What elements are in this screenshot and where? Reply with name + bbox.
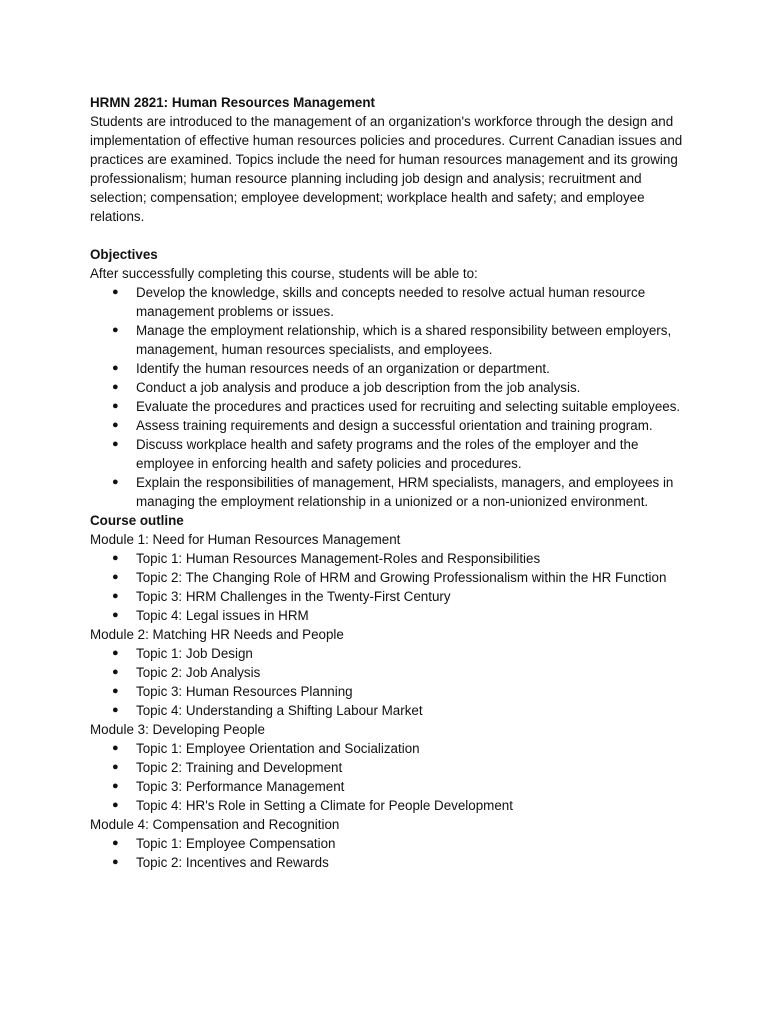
objectives-heading: Objectives: [90, 247, 158, 262]
bullet-icon: ●: [112, 609, 119, 621]
objectives-intro: After successfully completing this course, students will be able to:: [90, 266, 478, 281]
objective-text: Identify the human resources needs of an organization or department.: [136, 361, 550, 376]
topic-text: Topic 3: Human Resources Planning: [136, 684, 353, 699]
bullet-icon: ●: [112, 704, 119, 716]
objective-item: [90, 378, 690, 397]
bullet-icon: ●: [112, 362, 119, 374]
topic-item: [90, 663, 690, 682]
objective-text: Evaluate the procedures and practices used for recruiting and selecting suitable employees.: [136, 399, 681, 414]
module-topics: [90, 834, 690, 872]
bullet-icon: ●: [112, 381, 119, 393]
objective-text: Conduct a job analysis and produce a job description from the job analysis.: [136, 380, 581, 395]
topic-text: Topic 2: Incentives and Rewards: [136, 855, 329, 870]
bullet-icon: ●: [112, 476, 119, 488]
bullet-icon: ●: [112, 552, 119, 564]
topic-item: [90, 739, 690, 758]
document-content: [90, 93, 690, 872]
spacer: [90, 226, 690, 245]
objective-text: Assess training requirements and design a successful orientation and training program.: [136, 418, 653, 433]
objective-text: Explain the responsibilities of management, HRM specialists, managers, and employees in managing the employment relationship in a unionized or a non-unionized environment.: [136, 475, 674, 509]
topic-item: [90, 568, 690, 587]
module-title: Module 1: Need for Human Resources Management: [90, 532, 401, 547]
topic-item: [90, 834, 690, 853]
module-title: Module 2: Matching HR Needs and People: [90, 627, 344, 642]
topic-item: [90, 701, 690, 720]
objective-text: Manage the employment relationship, which is a shared responsibility between employers, management, human resources specialists, and employees.: [136, 323, 672, 357]
objectives-list: [90, 283, 690, 511]
bullet-icon: ●: [112, 856, 119, 868]
module-topics: [90, 644, 690, 720]
bullet-icon: ●: [112, 647, 119, 659]
bullet-icon: ●: [112, 666, 119, 678]
topic-text: Topic 3: HRM Challenges in the Twenty-First Century: [136, 589, 451, 604]
module-title: Module 4: Compensation and Recognition: [90, 817, 340, 832]
topic-text: Topic 2: The Changing Role of HRM and Growing Professionalism within the HR Function: [136, 570, 667, 585]
module-title: Module 3: Developing People: [90, 722, 265, 737]
bullet-icon: ●: [112, 685, 119, 697]
objective-text: Develop the knowledge, skills and concepts needed to resolve actual human resource management problems or issues.: [136, 285, 646, 319]
objective-text: Discuss workplace health and safety programs and the roles of the employer and the employee in enforcing health and safety policies and procedures.: [136, 437, 639, 471]
topic-item: [90, 853, 690, 872]
topic-item: [90, 777, 690, 796]
topic-item: [90, 796, 690, 815]
objective-item: [90, 283, 690, 321]
outline-heading: Course outline: [90, 513, 184, 528]
topic-item: [90, 606, 690, 625]
topic-text: Topic 1: Human Resources Management-Roles and Responsibilities: [136, 551, 541, 566]
bullet-icon: ●: [112, 742, 119, 754]
bullet-icon: ●: [112, 286, 119, 298]
topic-item: [90, 644, 690, 663]
topic-item: [90, 549, 690, 568]
topic-text: Topic 3: Performance Management: [136, 779, 345, 794]
objective-item: [90, 416, 690, 435]
objective-item: [90, 359, 690, 378]
topic-text: Topic 1: Job Design: [136, 646, 253, 661]
topic-text: Topic 2: Training and Development: [136, 760, 343, 775]
bullet-icon: ●: [112, 780, 119, 792]
topic-text: Topic 1: Employee Compensation: [136, 836, 336, 851]
bullet-icon: ●: [112, 438, 119, 450]
topic-text: Topic 4: Legal issues in HRM: [136, 608, 309, 623]
bullet-icon: ●: [112, 590, 119, 602]
topic-item: [90, 587, 690, 606]
course-description: Students are introduced to the management of an organization's workforce through the design and implementation of effective human resources policies and procedures. Current Canadian issues and practices are examined. Topics include the need for human resources management and its growing professionalism; human resource planning including job design and analysis; recruitment and selection; compensation; employee development; workplace health and safety; and employee relations.: [90, 114, 683, 224]
topic-text: Topic 2: Job Analysis: [136, 665, 261, 680]
objective-item: [90, 473, 690, 511]
objective-item: [90, 397, 690, 416]
objective-item: [90, 435, 690, 473]
bullet-icon: ●: [112, 837, 119, 849]
objective-item: [90, 321, 690, 359]
module-topics: [90, 739, 690, 815]
bullet-icon: ●: [112, 400, 119, 412]
module-topics: [90, 549, 690, 625]
bullet-icon: ●: [112, 324, 119, 336]
topic-text: Topic 1: Employee Orientation and Socialization: [136, 741, 420, 756]
topic-text: Topic 4: HR's Role in Setting a Climate for People Development: [136, 798, 513, 813]
bullet-icon: ●: [112, 571, 119, 583]
topic-item: [90, 758, 690, 777]
topic-text: Topic 4: Understanding a Shifting Labour Market: [136, 703, 423, 718]
bullet-icon: ●: [112, 799, 119, 811]
bullet-icon: ●: [112, 419, 119, 431]
bullet-icon: ●: [112, 761, 119, 773]
topic-item: [90, 682, 690, 701]
course-title: HRMN 2821: Human Resources Management: [90, 95, 376, 110]
